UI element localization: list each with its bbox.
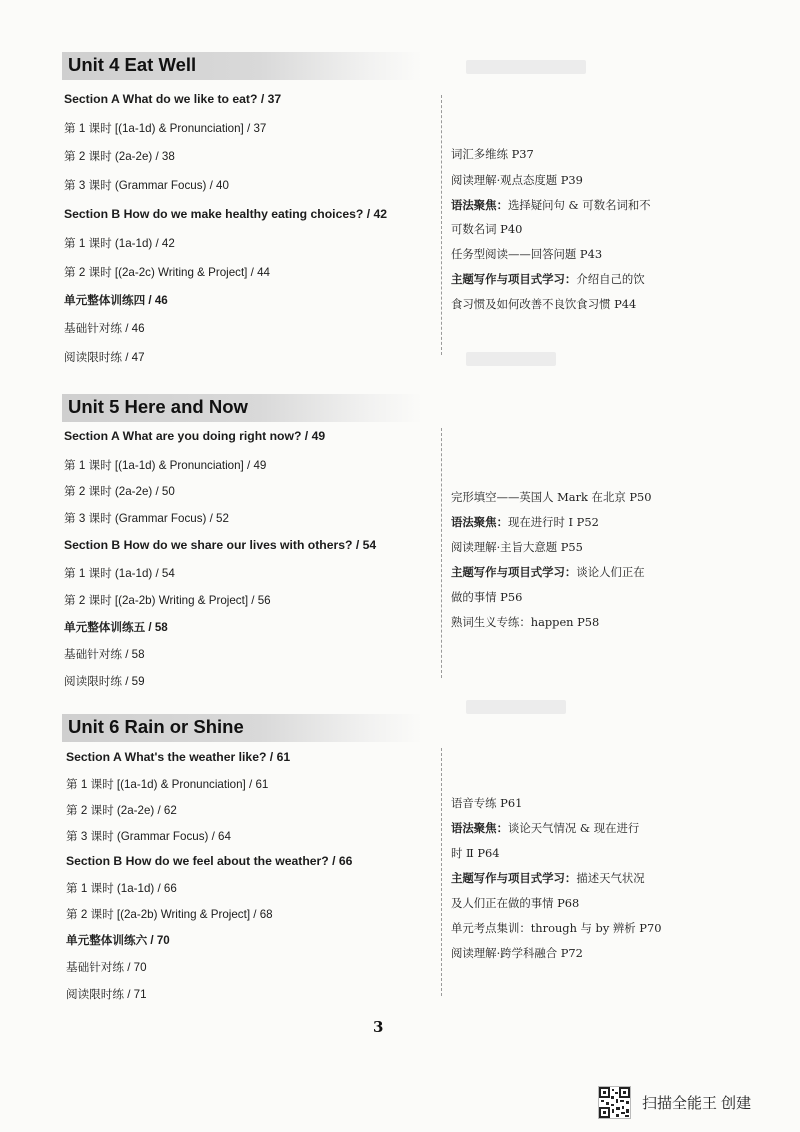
toc-entry: 基础针对练 / 70	[66, 961, 147, 974]
side-note: 主题写作与项目式学习：介绍自己的饮	[451, 272, 645, 286]
side-note: 任务型阅读——回答问题 P43	[451, 247, 603, 261]
bleed-through-mark	[466, 352, 556, 366]
side-note: 熟词生义专练：happen P58	[451, 615, 600, 629]
column-divider	[441, 748, 442, 996]
section-heading: Section A What do we like to eat? / 37	[64, 92, 282, 106]
side-note: 及人们正在做的事情 P68	[451, 896, 580, 910]
side-note: 做的事情 P56	[451, 590, 523, 604]
side-note: 阅读理解·主旨大意题 P55	[451, 540, 583, 554]
unit-header	[62, 394, 422, 422]
toc-entry: 第 1 课时 (1a-1d) / 66	[66, 882, 177, 895]
toc-entry: 第 2 课时 (2a-2e) / 38	[64, 150, 175, 163]
toc-entry: 第 3 课时 (Grammar Focus) / 64	[66, 830, 231, 843]
side-note: 完形填空——英国人 Mark 在北京 P50	[451, 490, 652, 504]
unit-review-entry: 单元整体训练六 / 70	[66, 934, 170, 947]
side-note: 单元考点集训：through 与 by 辨析 P70	[451, 921, 662, 935]
toc-entry: 基础针对练 / 58	[64, 648, 145, 661]
toc-entry: 阅读限时练 / 71	[66, 988, 147, 1001]
side-note: 语法聚焦：现在进行时 Ⅰ P52	[451, 515, 599, 529]
unit-header	[62, 52, 422, 80]
toc-entry: 基础针对练 / 46	[64, 322, 145, 335]
toc-entry: 阅读限时练 / 47	[64, 351, 145, 364]
scanner-watermark	[598, 1086, 788, 1122]
qr-code-icon	[598, 1086, 631, 1119]
side-note: 主题写作与项目式学习：描述天气状况	[451, 871, 645, 885]
unit-review-entry: 单元整体训练五 / 58	[64, 621, 168, 634]
column-divider	[441, 95, 442, 355]
bleed-through-mark	[466, 700, 566, 714]
toc-entry: 第 2 课时 (2a-2e) / 62	[66, 804, 177, 817]
toc-entry: 第 1 课时 (1a-1d) / 42	[64, 237, 175, 250]
toc-entry: 第 2 课时 (2a-2e) / 50	[64, 485, 175, 498]
section-heading: Section B How do we make healthy eating choices? / 42	[64, 207, 388, 221]
toc-entry: 第 2 课时 [(2a-2b) Writing & Project] / 68	[66, 908, 273, 921]
section-heading: Section B How do we share our lives with others? / 54	[64, 538, 377, 552]
side-note: 语音专练 P61	[451, 796, 523, 810]
toc-entry: 第 1 课时 [(1a-1d) & Pronunciation] / 37	[64, 122, 267, 135]
side-note: 语法聚焦：选择疑问句 & 可数名词和不	[451, 198, 651, 212]
side-note: 食习惯及如何改善不良饮食习惯 P44	[451, 297, 637, 311]
toc-entry: 第 1 课时 [(1a-1d) & Pronunciation] / 61	[66, 778, 269, 791]
bleed-through-mark	[466, 60, 586, 74]
section-heading: Section A What are you doing right now? / 49	[64, 429, 326, 443]
section-heading: Section A What's the weather like? / 61	[66, 750, 291, 764]
toc-entry: 第 3 课时 (Grammar Focus) / 40	[64, 179, 229, 192]
unit-title: Unit 6 Rain or Shine	[68, 716, 244, 737]
side-note: 词汇多维练 P37	[451, 147, 534, 161]
side-note: 阅读理解·跨学科融合 P72	[451, 946, 583, 960]
unit-review-entry: 单元整体训练四 / 46	[64, 294, 168, 307]
side-note: 阅读理解·观点态度题 P39	[451, 173, 583, 187]
toc-entry: 第 1 课时 [(1a-1d) & Pronunciation] / 49	[64, 459, 267, 472]
toc-entry: 第 2 课时 [(2a-2c) Writing & Project] / 44	[64, 266, 270, 279]
side-note: 主题写作与项目式学习：谈论人们正在	[451, 565, 645, 579]
page-number: 3	[373, 1018, 384, 1036]
column-divider	[441, 428, 442, 678]
unit-title: Unit 5 Here and Now	[68, 396, 248, 417]
toc-entry: 第 1 课时 (1a-1d) / 54	[64, 567, 175, 580]
toc-entry: 第 2 课时 [(2a-2b) Writing & Project] / 56	[64, 594, 271, 607]
side-note: 可数名词 P40	[451, 222, 523, 236]
toc-entry: 第 3 课时 (Grammar Focus) / 52	[64, 512, 229, 525]
scanner-app-text: 扫描全能王 创建	[642, 1095, 752, 1112]
section-heading: Section B How do we feel about the weather? / 66	[66, 854, 353, 868]
unit-header	[62, 714, 422, 742]
side-note: 语法聚焦：谈论天气情况 & 现在进行	[451, 821, 640, 835]
unit-title: Unit 4 Eat Well	[68, 54, 197, 75]
side-note: 时 Ⅱ P64	[451, 846, 500, 860]
toc-entry: 阅读限时练 / 59	[64, 675, 145, 688]
